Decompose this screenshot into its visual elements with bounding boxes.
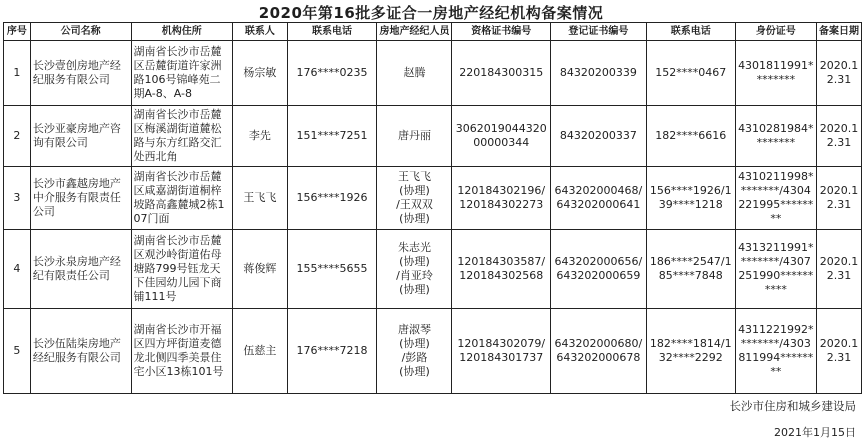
reg-line: 643202000656/ — [554, 255, 643, 268]
cell-contact-phone: 156****1926 — [287, 167, 377, 230]
cell-company: 长沙市鑫越房地产中介服务有限责任公司 — [30, 167, 131, 230]
cell-date: 2020.12.31 — [816, 230, 861, 309]
agent-line: /王双双 — [396, 198, 433, 211]
cell-address: 湖南省长沙市岳麓区梅溪湖街道麓松路与东方红路交汇处西北角 — [131, 106, 233, 167]
header-agent: 房地产经纪人员 — [377, 23, 452, 41]
table-row — [4, 230, 862, 309]
cell-id-no: 4310281984******** — [735, 106, 816, 167]
agent-line: (协理) — [399, 184, 430, 197]
cell-agent-phone: 152****0467 — [646, 41, 735, 106]
qual-line: 120184302568 — [459, 269, 544, 282]
cell-address: 湖南省长沙市岳麓区岳麓街道许家洲路106号锦峰苑二期A-8、A-8 — [131, 41, 233, 106]
cell-contact-phone: 151****7251 — [287, 106, 377, 167]
header-agent-phone: 联系电话 — [646, 23, 735, 41]
qual-line: 120184302273 — [459, 198, 544, 211]
table-header-row — [4, 23, 862, 41]
agent-line: 唐淑琴 — [397, 323, 431, 336]
cell-id-no: 4310211998********/4304221995******** — [735, 167, 816, 230]
header-address: 机构住所 — [131, 23, 233, 41]
cell-reg-no — [551, 309, 647, 394]
qual-line: 120184302196/ — [457, 184, 546, 197]
table-row — [4, 167, 862, 230]
cell-id-no: 4301811991******** — [735, 41, 816, 106]
reg-line: 643202000678 — [556, 351, 641, 364]
issuing-organization: 长沙市住房和城乡建设局 — [729, 399, 856, 413]
cell-agent-phone: 182****1814/132****2292 — [646, 309, 735, 394]
cell-company: 长沙永泉房地产经纪有限责任公司 — [30, 230, 131, 309]
cell-id-no: 4311221992********/4303811994******** — [735, 309, 816, 394]
header-contact-phone: 联系电话 — [287, 23, 377, 41]
agent-line: (协理) — [399, 283, 430, 296]
cell-reg-no: 84320200337 — [551, 106, 647, 167]
cell-contact-phone: 176****7218 — [287, 309, 377, 394]
cell-company: 长沙壹创房地产经纪服务有限公司 — [30, 41, 131, 106]
cell-seq: 5 — [4, 309, 31, 394]
table-row — [4, 309, 862, 394]
cell-id-no: 4313211991********/4307251990********** — [735, 230, 816, 309]
qual-line: 120184302079/ — [457, 337, 546, 350]
agent-line: 朱志光 — [397, 241, 431, 254]
cell-qual-no — [452, 230, 551, 309]
reg-line: 643202000641 — [556, 198, 641, 211]
cell-agent — [377, 309, 452, 394]
cell-reg-no: 84320200339 — [551, 41, 647, 106]
cell-seq: 3 — [4, 167, 31, 230]
agent-line: (协理) — [399, 337, 430, 350]
agent-line: /彭路 — [401, 351, 428, 364]
cell-agent: 唐丹丽 — [377, 106, 452, 167]
cell-company: 长沙伍陆柒房地产经纪服务有限公司 — [30, 309, 131, 394]
cell-address: 湖南省长沙市开福区四方坪街道麦德龙北侧四季美景住宅小区13栋101号 — [131, 309, 233, 394]
cell-qual-no — [452, 309, 551, 394]
reg-line: 643202000659 — [556, 269, 641, 282]
reg-line: 643202000468/ — [554, 184, 643, 197]
cell-agent-phone: 186****2547/185****7848 — [646, 230, 735, 309]
reg-line: 643202000680/ — [554, 337, 643, 350]
header-company: 公司名称 — [30, 23, 131, 41]
cell-qual-no — [452, 167, 551, 230]
cell-agent-phone: 182****6616 — [646, 106, 735, 167]
cell-date: 2020.12.31 — [816, 106, 861, 167]
cell-qual-no: 306201904432000000344 — [452, 106, 551, 167]
cell-contact-phone: 155****5655 — [287, 230, 377, 309]
cell-company: 长沙亚豪房地产咨询有限公司 — [30, 106, 131, 167]
qual-line: 120184303587/ — [457, 255, 546, 268]
cell-contact: 蒋俊辉 — [233, 230, 287, 309]
header-contact: 联系人 — [233, 23, 287, 41]
cell-contact: 杨宗敏 — [233, 41, 287, 106]
qual-line: 120184301737 — [459, 351, 544, 364]
header-date: 备案日期 — [816, 23, 861, 41]
cell-date: 2020.12.31 — [816, 309, 861, 394]
header-qual-no: 资格证书编号 — [452, 23, 551, 41]
cell-contact: 李先 — [233, 106, 287, 167]
header-seq: 序号 — [4, 23, 31, 41]
cell-agent — [377, 230, 452, 309]
agent-line: /肖亚玲 — [396, 269, 433, 282]
cell-contact: 王飞飞 — [233, 167, 287, 230]
cell-seq: 2 — [4, 106, 31, 167]
cell-seq: 4 — [4, 230, 31, 309]
table-row — [4, 41, 862, 106]
cell-address: 湖南省长沙市岳麓区咸嘉湖街道桐梓坡路高鑫麓城2栋107门面 — [131, 167, 233, 230]
cell-date: 2020.12.31 — [816, 41, 861, 106]
cell-contact-phone: 176****0235 — [287, 41, 377, 106]
table-row — [4, 106, 862, 167]
header-reg-no: 登记证书编号 — [551, 23, 647, 41]
agent-line: (协理) — [399, 365, 430, 378]
agent-line: (协理) — [399, 255, 430, 268]
cell-agent-phone: 156****1926/139****1218 — [646, 167, 735, 230]
header-id-no: 身份证号 — [735, 23, 816, 41]
issue-date: 2021年1月15日 — [774, 426, 856, 439]
cell-date: 2020.12.31 — [816, 167, 861, 230]
cell-qual-no: 220184300315 — [452, 41, 551, 106]
cell-agent — [377, 167, 452, 230]
cell-contact: 伍慈主 — [233, 309, 287, 394]
cell-reg-no — [551, 167, 647, 230]
cell-seq: 1 — [4, 41, 31, 106]
agent-line: 王飞飞 — [397, 170, 431, 183]
cell-reg-no — [551, 230, 647, 309]
cell-agent: 赵腾 — [377, 41, 452, 106]
agency-filing-table — [3, 22, 862, 394]
document-title: 2020年第16批多证合一房地产经纪机构备案情况 — [258, 4, 604, 22]
cell-address: 湖南省长沙市岳麓区观沙岭街道佑母塘路799号钰龙天下佳园幼儿园下商铺111号 — [131, 230, 233, 309]
agent-line: (协理) — [399, 212, 430, 225]
